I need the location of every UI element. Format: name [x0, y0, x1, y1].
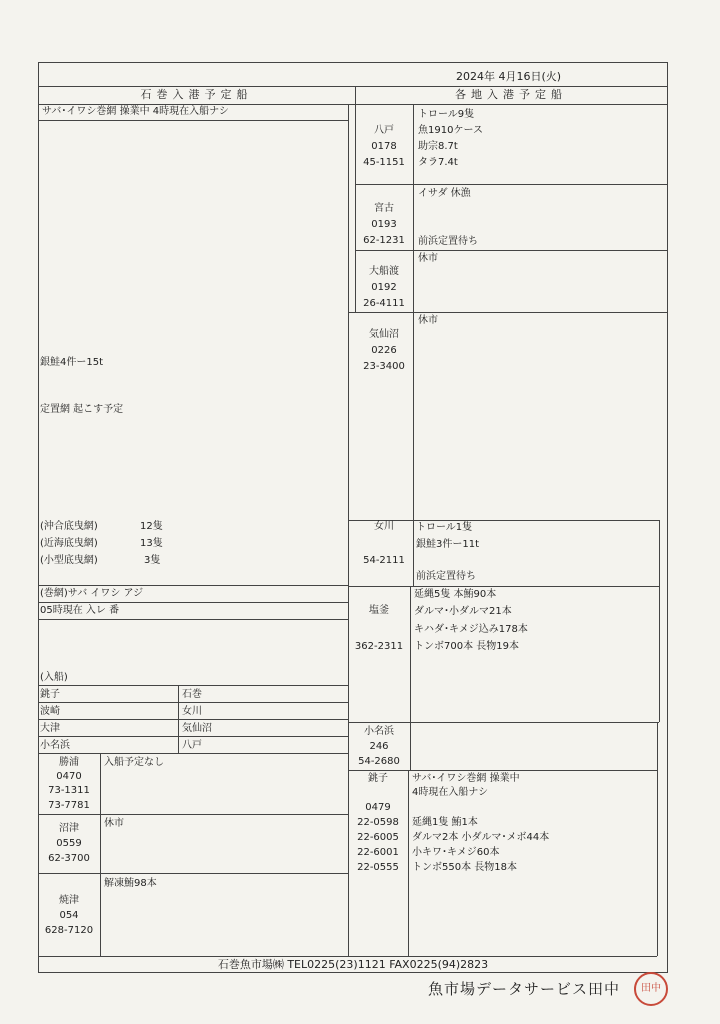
makiami-line-1 [38, 602, 348, 603]
ofunato-note: 休市 [418, 253, 438, 264]
miyako-name: 宮古 [374, 203, 394, 214]
shiogama-bottom [348, 722, 659, 723]
subport-tel2-numazu: 62-3700 [48, 853, 90, 864]
subport-column-divider [100, 753, 101, 956]
left-section-title: 石巻入港予定船 [140, 88, 253, 101]
trawl-count-kogata: 3隻 [144, 555, 161, 566]
right-section-title: 各地入港予定船 [455, 88, 567, 101]
port-line-3 [38, 736, 348, 737]
subport-tel2-yaizu: 628-7120 [44, 925, 94, 936]
miyako-tel1: 0193 [371, 219, 397, 230]
onahama-bottom [348, 770, 657, 771]
shiogama-line-2: ダルマ･小ダルマ21本 [414, 606, 512, 617]
choshi-line-2: ダルマ2本 小ダルマ･メボ44本 [412, 832, 550, 843]
port-left-2: 波崎 [40, 706, 60, 717]
choshi-tel-a: 22-0598 [357, 817, 399, 828]
ofunato-name: 大船渡 [369, 266, 399, 277]
shiogama-line-3: キハダ･キメジ込み178本 [414, 624, 528, 635]
port-right-4: 八戸 [182, 740, 202, 751]
port-line-4 [38, 753, 348, 754]
trawl-label-okiai: (沖合底曳網) [40, 521, 98, 532]
seal-stamp: 田中 [634, 972, 668, 1006]
hachinohe-line-2: 魚1910ケース [418, 125, 483, 136]
nyusen-title: (入船) [40, 672, 68, 683]
header-date-divider [38, 86, 668, 87]
shiogama-line-4: トンボ700本 長物19本 [414, 641, 519, 652]
right-bottom-line [348, 956, 657, 957]
ofunato-tel2: 26-4111 [363, 298, 405, 309]
market-footer: 石巻魚市場㈱ TEL0225(23)1121 FAX0225(94)2823 [217, 958, 489, 971]
right-name-divider-7 [410, 722, 411, 770]
subport-tel1-katsuura: 0470 [56, 771, 82, 782]
kesennuma-tel1: 0226 [371, 345, 397, 356]
kesennuma-name: 気仙沼 [369, 329, 399, 340]
right-name-divider-8 [408, 770, 409, 956]
frame-top [38, 62, 668, 63]
shiogama-line-1: 延縄5隻 本鮪90本 [414, 589, 497, 600]
signature: 魚市場データサービス田中 [428, 980, 621, 998]
port-left-1: 銚子 [40, 689, 60, 700]
ofunato-bottom [348, 312, 667, 313]
trawl-label-kogata: (小型底曳網) [40, 555, 98, 566]
shiogama-tel: 362-2311 [354, 641, 404, 652]
ofunato-tel1: 0192 [371, 282, 397, 293]
right-inner-right-1 [659, 520, 660, 722]
choshi-tel-b: 22-6005 [357, 832, 399, 843]
choshi-line-4: トンボ550本 長物18本 [412, 862, 517, 873]
subport-tel3-katsuura: 73-7781 [48, 800, 90, 811]
right-name-divider-4 [413, 312, 414, 520]
port-right-3: 気仙沼 [182, 723, 212, 734]
hachinohe-line-4: タラ7.4t [418, 157, 458, 168]
onagawa-line-3: 前浜定置待ち [416, 571, 476, 582]
nyusen-top-line [38, 685, 348, 686]
onagawa-name: 女川 [374, 521, 394, 532]
frame-bottom [38, 972, 668, 973]
choshi-tel1: 0479 [365, 802, 391, 813]
shiogama-name: 塩釜 [369, 605, 389, 616]
hachinohe-line-3: 助宗8.7t [418, 141, 458, 152]
choshi-top-line-2: 4時現在入船ナシ [412, 787, 489, 798]
onahama-tel1: 246 [369, 741, 389, 752]
hachinohe-tel2: 45-1151 [363, 157, 405, 168]
port-line-1 [38, 702, 348, 703]
makiami-status: 05時現在 入レ 番 [40, 605, 120, 616]
subport-name-numazu: 沼津 [59, 823, 79, 834]
right-inner-right-2 [657, 722, 658, 956]
trawl-count-kinkai: 13隻 [140, 538, 163, 549]
right-name-divider-6 [410, 586, 411, 722]
right-name-divider-3 [413, 250, 414, 312]
frame-right [667, 62, 668, 972]
subport-name-yaizu: 焼津 [59, 895, 79, 906]
port-left-3: 大津 [40, 723, 60, 734]
miyako-bottom [355, 250, 667, 251]
subport-tel1-numazu: 0559 [56, 838, 82, 849]
left-bottom-line [38, 956, 348, 957]
choshi-line-3: 小キワ･キメジ60本 [412, 847, 500, 858]
left-top-divider [38, 120, 348, 121]
choshi-tel-c: 22-6001 [357, 847, 399, 858]
miyako-line-1: イサダ 休漁 [418, 188, 471, 199]
kesennuma-note: 休市 [418, 315, 438, 326]
subport-tel2-katsuura: 73-1311 [48, 785, 90, 796]
report-date: 2024年 4月16日(火) [456, 70, 562, 83]
right-name-divider-2 [413, 184, 414, 250]
subport-note-numazu: 休市 [104, 818, 124, 829]
hachinohe-name: 八戸 [374, 125, 394, 136]
choshi-top-line-1: サバ･イワシ巻網 操業中 [412, 773, 520, 784]
choshi-tel-d: 22-0555 [357, 862, 399, 873]
frame-left [38, 62, 39, 972]
onagawa-line-1: トロール1隻 [416, 522, 473, 533]
hachinohe-bottom [355, 184, 667, 185]
trawl-count-okiai: 12隻 [140, 521, 163, 532]
onahama-name: 小名浜 [364, 726, 394, 737]
port-right-1: 石巻 [182, 689, 202, 700]
choshi-name: 銚子 [368, 773, 388, 784]
trawl-label-kinkai: (近海底曳網) [40, 538, 98, 549]
makiami-title: (巻網)サバ イワシ アジ [40, 588, 144, 599]
onagawa-line-2: 銀鮭3件ー11t [416, 539, 480, 550]
saba-note: サバ･イワシ巻網 操業中 4時現在入船ナシ [42, 106, 229, 117]
subport-note-katsuura: 入船予定なし [104, 757, 164, 768]
ginzake-note: 銀鮭4件ー15t [40, 357, 104, 368]
makiami-top-line [38, 585, 348, 586]
port-left-4: 小名浜 [40, 740, 70, 751]
port-column-divider [178, 685, 179, 753]
onagawa-bottom [348, 586, 660, 587]
hachinohe-tel1: 0178 [371, 141, 397, 152]
subport-name-katsuura: 勝浦 [59, 757, 79, 768]
miyako-tel2: 62-1231 [363, 235, 405, 246]
makiami-line-2 [38, 619, 348, 620]
subport-line-2 [38, 873, 348, 874]
subport-tel1-yaizu: 054 [59, 910, 79, 921]
onagawa-tel: 54-2111 [363, 555, 405, 566]
port-line-2 [38, 719, 348, 720]
subport-note-yaizu: 解凍鮪98本 [104, 878, 157, 889]
onahama-tel2: 54-2680 [358, 756, 400, 767]
subport-line-1 [38, 814, 348, 815]
port-right-2: 女川 [182, 706, 202, 717]
choshi-line-1: 延縄1隻 鮪1本 [412, 817, 478, 828]
kesennuma-tel2: 23-3400 [363, 361, 405, 372]
miyako-line-2: 前浜定置待ち [418, 236, 478, 247]
right-name-divider-5 [413, 520, 414, 586]
teichi-note: 定置網 起こす予定 [40, 404, 124, 415]
hachinohe-line-1: トロール9隻 [418, 109, 475, 120]
right-name-divider-1 [413, 104, 414, 184]
